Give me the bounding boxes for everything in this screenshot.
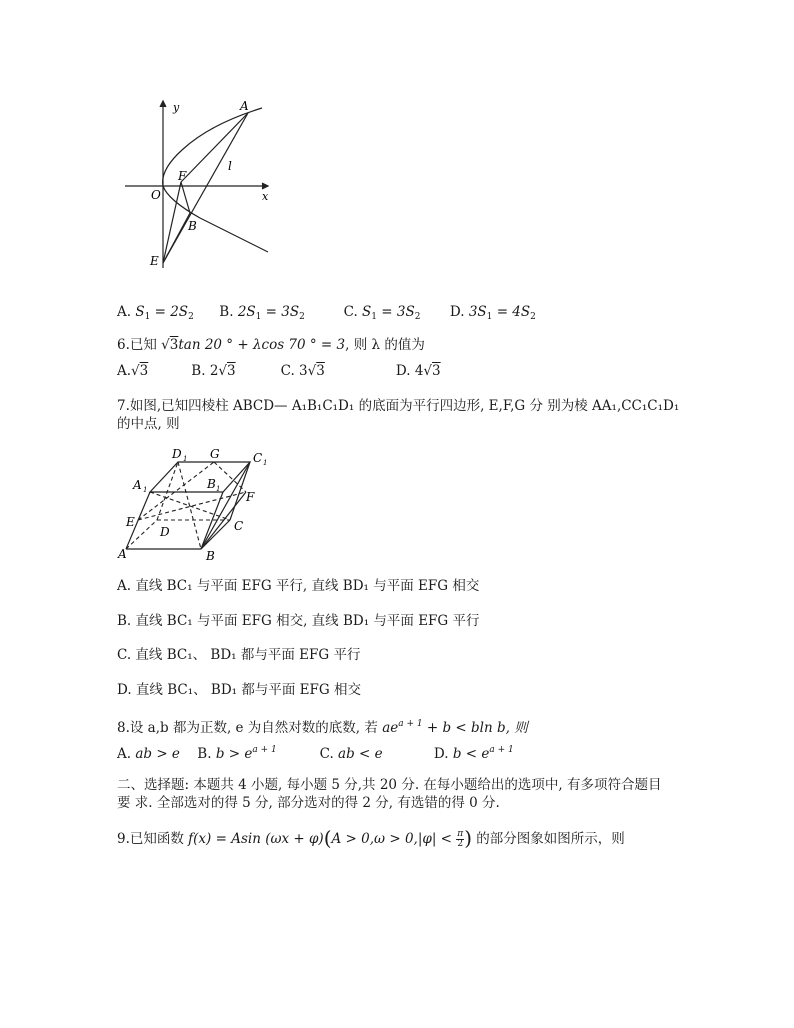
q7-option-c: C. 直线 BC₁、 BD₁ 都与平面 EFG 平行 — [117, 647, 361, 663]
q7-option-b: B. 直线 BC₁ 与平面 EFG 相交, 直线 BD₁ 与平面 EFG 平行 — [117, 613, 480, 629]
q5-option-a: A. $S_1 = 2S_2$ — [117, 304, 194, 322]
q6-option-d: D. 4√3 — [395, 363, 441, 379]
svg-text:1: 1 — [263, 459, 268, 467]
q8-option-d: D. $b < e^{a + 1}$ — [433, 745, 514, 762]
label-O: O — [151, 188, 161, 202]
q7-stem-line2: 的中点, 则 — [117, 416, 180, 432]
svg-text:1: 1 — [216, 485, 221, 493]
label-F: F — [246, 490, 255, 504]
q8-option-c: C. ab < e — [319, 746, 383, 762]
svg-text:1: 1 — [143, 486, 148, 494]
label-l: l — [228, 159, 232, 173]
label-F: F — [178, 169, 187, 183]
q6-stem: 6.已知 √3tan 20 ° + λcos 70 ° = 3, 则 λ 的值为 — [117, 337, 425, 353]
label-E: E — [150, 254, 159, 268]
q7-option-a: A. 直线 BC₁ 与平面 EFG 平行, 直线 BD₁ 与平面 EFG 相交 — [117, 578, 480, 594]
label-B1: B — [207, 477, 216, 491]
q8-options — [117, 741, 514, 763]
q6-option-a: A.√3 — [117, 363, 149, 379]
label-A: A — [118, 547, 127, 561]
q6-option-c: C. 3√3 — [280, 363, 325, 379]
q8-option-a: A. ab > e — [117, 746, 180, 762]
label-A: A — [240, 99, 249, 113]
label-x: x — [262, 190, 269, 203]
label-C1: C — [253, 451, 263, 465]
q6-option-b: B. 2√3 — [191, 363, 236, 379]
label-G: G — [210, 447, 220, 461]
svg-text:1: 1 — [183, 455, 188, 463]
label-A1: A — [133, 478, 142, 492]
label-D1: D — [172, 447, 182, 461]
q7-option-d: D. 直线 BC₁、 BD₁ 都与平面 EFG 相交 — [117, 682, 361, 698]
q5-option-c: C. $S_1 = 3S_2$ — [343, 304, 421, 322]
q9-stem: 9.已知函数 f(x) = Asin (ωx + φ)(A > 0,ω > 0,|φ| < $\frac{\pi}{2}$ ) 的部分图象如图所示，则 — [117, 826, 625, 850]
q8-option-b: B. $b > e^{a + 1}$ — [197, 745, 277, 762]
q8-stem: 8.设 a,b 都为正数, e 为自然对数的底数, 若 $ae^{a + 1} + b < bln$ b, 则 — [117, 719, 528, 736]
section2-line2: 要 求. 全部选对的得 5 分, 部分选对的得 2 分, 有选错的得 0 分. — [117, 795, 500, 811]
label-D: D — [160, 525, 170, 539]
label-C: C — [234, 519, 244, 533]
q7-stem-line1: 7.如图,已知四棱柱 ABCD— A₁B₁C₁D₁ 的底面为平行四边形, E,F,G 分 别为棱 AA₁,CC₁C₁D₁ — [117, 398, 680, 414]
label-E: E — [126, 515, 135, 529]
label-y: y — [173, 101, 180, 114]
q5-option-d: D. $3S_1 = 4S_2$ — [449, 304, 536, 322]
section2-line1: 二、选择题: 本题共 4 小题, 每小题 5 分,共 20 分. 在每小题给出的选项中, 有多项符合题目 — [117, 777, 662, 793]
q5-option-b: B. $2S_1 = 3S_2$ — [219, 304, 305, 322]
label-B: B — [206, 549, 215, 563]
label-B: B — [188, 219, 197, 233]
